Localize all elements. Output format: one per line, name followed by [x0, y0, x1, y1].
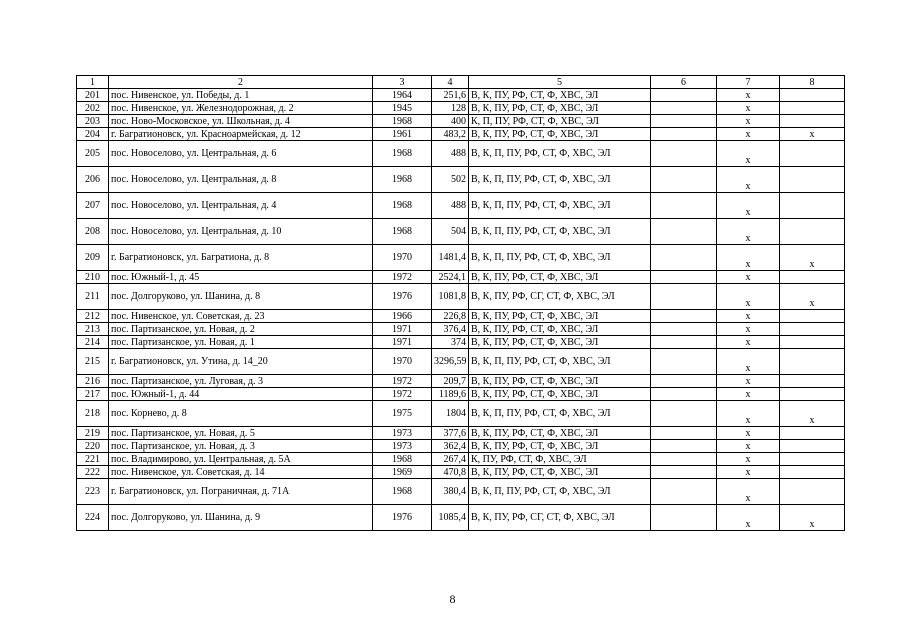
year-cell: 1975 — [373, 401, 432, 427]
column-7-mark: x — [717, 245, 780, 271]
address-cell: пос. Новоселово, ул. Центральная, д. 8 — [109, 167, 373, 193]
table-row — [77, 193, 845, 219]
area-cell: 209,7 — [432, 375, 469, 388]
column-8-mark — [780, 375, 845, 388]
utilities-cell: В, К, ПУ, РФ, СТ, Ф, ХВС, ЭЛ — [469, 466, 651, 479]
address-cell: г. Багратионовск, ул. Багратиона, д. 8 — [109, 245, 373, 271]
address-cell: пос. Новоселово, ул. Центральная, д. 6 — [109, 141, 373, 167]
area-cell: 470,8 — [432, 466, 469, 479]
utilities-cell: В, К, ПУ, РФ, СТ, Ф, ХВС, ЭЛ — [469, 427, 651, 440]
column-6-cell — [651, 245, 717, 271]
area-cell: 226,8 — [432, 310, 469, 323]
column-header-2: 2 — [109, 76, 373, 89]
column-7-mark: x — [717, 440, 780, 453]
year-cell: 1968 — [373, 479, 432, 505]
year-cell: 1961 — [373, 128, 432, 141]
column-7-mark: x — [717, 427, 780, 440]
column-7-mark: x — [717, 89, 780, 102]
address-cell: пос. Партизанское, ул. Новая, д. 5 — [109, 427, 373, 440]
address-cell: пос. Партизанское, ул. Новая, д. 1 — [109, 336, 373, 349]
row-number: 207 — [77, 193, 109, 219]
area-cell: 267,4 — [432, 453, 469, 466]
area-cell: 1804 — [432, 401, 469, 427]
address-cell: г. Багратионовск, ул. Красноармейская, д. 12 — [109, 128, 373, 141]
utilities-cell: В, К, П, ПУ, РФ, СТ, Ф, ХВС, ЭЛ — [469, 479, 651, 505]
row-number: 222 — [77, 466, 109, 479]
row-number: 220 — [77, 440, 109, 453]
column-8-mark — [780, 349, 845, 375]
table-row — [77, 167, 845, 193]
area-cell: 374 — [432, 336, 469, 349]
area-cell: 502 — [432, 167, 469, 193]
table-row — [77, 336, 845, 349]
column-7-mark: x — [717, 505, 780, 531]
column-8-mark — [780, 479, 845, 505]
row-number: 217 — [77, 388, 109, 401]
year-cell: 1976 — [373, 505, 432, 531]
utilities-cell: К, ПУ, РФ, СТ, Ф, ХВС, ЭЛ — [469, 453, 651, 466]
column-7-mark: x — [717, 479, 780, 505]
column-6-cell — [651, 375, 717, 388]
area-cell: 380,4 — [432, 479, 469, 505]
column-8-mark — [780, 219, 845, 245]
table-row — [77, 141, 845, 167]
area-cell: 128 — [432, 102, 469, 115]
row-number: 212 — [77, 310, 109, 323]
column-header-1: 1 — [77, 76, 109, 89]
table-row — [77, 310, 845, 323]
row-number: 205 — [77, 141, 109, 167]
year-cell: 1964 — [373, 89, 432, 102]
table-row — [77, 102, 845, 115]
column-8-mark — [780, 427, 845, 440]
row-number: 201 — [77, 89, 109, 102]
area-cell: 488 — [432, 193, 469, 219]
column-8-mark — [780, 466, 845, 479]
row-number: 224 — [77, 505, 109, 531]
area-cell: 1085,4 — [432, 505, 469, 531]
table-row — [77, 440, 845, 453]
row-number: 223 — [77, 479, 109, 505]
row-number: 214 — [77, 336, 109, 349]
utilities-cell: В, К, П, ПУ, РФ, СТ, Ф, ХВС, ЭЛ — [469, 141, 651, 167]
column-7-mark: x — [717, 375, 780, 388]
table-row — [77, 479, 845, 505]
table-row — [77, 128, 845, 141]
column-7-mark: x — [717, 193, 780, 219]
row-number: 206 — [77, 167, 109, 193]
column-8-mark — [780, 453, 845, 466]
address-cell: пос. Нивенское, ул. Победы, д. 1 — [109, 89, 373, 102]
column-7-mark: x — [717, 388, 780, 401]
area-cell: 362,4 — [432, 440, 469, 453]
table-row — [77, 505, 845, 531]
year-cell: 1973 — [373, 440, 432, 453]
column-6-cell — [651, 167, 717, 193]
column-8-mark — [780, 336, 845, 349]
column-7-mark: x — [717, 453, 780, 466]
utilities-cell: В, К, ПУ, РФ, СТ, Ф, ХВС, ЭЛ — [469, 128, 651, 141]
address-cell: пос. Новоселово, ул. Центральная, д. 10 — [109, 219, 373, 245]
year-cell: 1968 — [373, 115, 432, 128]
column-8-mark — [780, 167, 845, 193]
housing-table — [76, 75, 845, 531]
column-8-mark — [780, 440, 845, 453]
column-header-3: 3 — [373, 76, 432, 89]
column-6-cell — [651, 401, 717, 427]
row-number: 204 — [77, 128, 109, 141]
year-cell: 1968 — [373, 193, 432, 219]
row-number: 202 — [77, 102, 109, 115]
address-cell: пос. Южный-1, д. 45 — [109, 271, 373, 284]
year-cell: 1968 — [373, 219, 432, 245]
year-cell: 1968 — [373, 453, 432, 466]
column-7-mark: x — [717, 115, 780, 128]
address-cell: пос. Новоселово, ул. Центральная, д. 4 — [109, 193, 373, 219]
column-6-cell — [651, 102, 717, 115]
column-6-cell — [651, 466, 717, 479]
column-8-mark — [780, 141, 845, 167]
column-8-mark — [780, 193, 845, 219]
address-cell: г. Багратионовск, ул. Пограничная, д. 71А — [109, 479, 373, 505]
column-7-mark: x — [717, 336, 780, 349]
column-6-cell — [651, 323, 717, 336]
column-6-cell — [651, 336, 717, 349]
table-row — [77, 323, 845, 336]
address-cell: пос. Владимирово, ул. Центральная, д. 5А — [109, 453, 373, 466]
table-row — [77, 115, 845, 128]
table-row — [77, 453, 845, 466]
utilities-cell: В, К, ПУ, РФ, СГ, СТ, Ф, ХВС, ЭЛ — [469, 505, 651, 531]
row-number: 203 — [77, 115, 109, 128]
column-7-mark: x — [717, 323, 780, 336]
table-row — [77, 271, 845, 284]
column-8-mark: x — [780, 245, 845, 271]
table-row — [77, 401, 845, 427]
column-header-4: 4 — [432, 76, 469, 89]
address-cell: пос. Партизанское, ул. Новая, д. 3 — [109, 440, 373, 453]
row-number: 219 — [77, 427, 109, 440]
column-8-mark: x — [780, 505, 845, 531]
table-row — [77, 349, 845, 375]
area-cell: 488 — [432, 141, 469, 167]
column-header-5: 5 — [469, 76, 651, 89]
column-7-mark: x — [717, 310, 780, 323]
year-cell: 1972 — [373, 375, 432, 388]
column-6-cell — [651, 271, 717, 284]
column-7-mark: x — [717, 401, 780, 427]
column-8-mark: x — [780, 284, 845, 310]
utilities-cell: В, К, ПУ, РФ, СТ, Ф, ХВС, ЭЛ — [469, 440, 651, 453]
utilities-cell: В, К, ПУ, РФ, СТ, Ф, ХВС, ЭЛ — [469, 375, 651, 388]
column-6-cell — [651, 193, 717, 219]
year-cell: 1966 — [373, 310, 432, 323]
table-row — [77, 89, 845, 102]
utilities-cell: В, К, П, ПУ, РФ, СТ, Ф, ХВС, ЭЛ — [469, 167, 651, 193]
column-7-mark: x — [717, 349, 780, 375]
year-cell: 1973 — [373, 427, 432, 440]
area-cell: 1481,4 — [432, 245, 469, 271]
year-cell: 1971 — [373, 336, 432, 349]
table-row — [77, 284, 845, 310]
year-cell: 1976 — [373, 284, 432, 310]
row-number: 210 — [77, 271, 109, 284]
column-header-7: 7 — [717, 76, 780, 89]
year-cell: 1945 — [373, 102, 432, 115]
utilities-cell: В, К, ПУ, РФ, СГ, СТ, Ф, ХВС, ЭЛ — [469, 284, 651, 310]
year-cell: 1969 — [373, 466, 432, 479]
column-7-mark: x — [717, 219, 780, 245]
column-7-mark: x — [717, 102, 780, 115]
column-7-mark: x — [717, 141, 780, 167]
year-cell: 1971 — [373, 323, 432, 336]
utilities-cell: В, К, П, ПУ, РФ, СТ, Ф, ХВС, ЭЛ — [469, 349, 651, 375]
address-cell: пос. Долгоруково, ул. Шанина, д. 9 — [109, 505, 373, 531]
utilities-cell: В, К, ПУ, РФ, СТ, Ф, ХВС, ЭЛ — [469, 388, 651, 401]
column-6-cell — [651, 310, 717, 323]
area-cell: 376,4 — [432, 323, 469, 336]
table-row — [77, 245, 845, 271]
column-8-mark — [780, 388, 845, 401]
table-row — [77, 219, 845, 245]
table-row — [77, 388, 845, 401]
column-8-mark — [780, 89, 845, 102]
address-cell: пос. Нивенское, ул. Советская, д. 23 — [109, 310, 373, 323]
utilities-cell: В, К, П, ПУ, РФ, СТ, Ф, ХВС, ЭЛ — [469, 193, 651, 219]
area-cell: 1189,6 — [432, 388, 469, 401]
column-8-mark — [780, 323, 845, 336]
year-cell: 1968 — [373, 167, 432, 193]
area-cell: 251,6 — [432, 89, 469, 102]
year-cell: 1972 — [373, 271, 432, 284]
column-6-cell — [651, 388, 717, 401]
column-6-cell — [651, 141, 717, 167]
area-cell: 483,2 — [432, 128, 469, 141]
column-8-mark: x — [780, 401, 845, 427]
column-6-cell — [651, 128, 717, 141]
year-cell: 1972 — [373, 388, 432, 401]
utilities-cell: В, К, ПУ, РФ, СТ, Ф, ХВС, ЭЛ — [469, 89, 651, 102]
table-header-row — [77, 76, 845, 89]
column-6-cell — [651, 115, 717, 128]
utilities-cell: В, К, ПУ, РФ, СТ, Ф, ХВС, ЭЛ — [469, 102, 651, 115]
column-6-cell — [651, 440, 717, 453]
row-number: 221 — [77, 453, 109, 466]
address-cell: пос. Ново-Московское, ул. Школьная, д. 4 — [109, 115, 373, 128]
column-7-mark: x — [717, 271, 780, 284]
utilities-cell: В, К, П, ПУ, РФ, СТ, Ф, ХВС, ЭЛ — [469, 219, 651, 245]
utilities-cell: В, К, П, ПУ, РФ, СТ, Ф, ХВС, ЭЛ — [469, 245, 651, 271]
area-cell: 400 — [432, 115, 469, 128]
row-number: 215 — [77, 349, 109, 375]
utilities-cell: В, К, П, ПУ, РФ, СТ, Ф, ХВС, ЭЛ — [469, 401, 651, 427]
column-6-cell — [651, 505, 717, 531]
utilities-cell: В, К, ПУ, РФ, СТ, Ф, ХВС, ЭЛ — [469, 323, 651, 336]
column-6-cell — [651, 284, 717, 310]
address-cell: пос. Нивенское, ул. Железнодорожная, д. 2 — [109, 102, 373, 115]
utilities-cell: В, К, ПУ, РФ, СТ, Ф, ХВС, ЭЛ — [469, 336, 651, 349]
page-number: 8 — [449, 592, 456, 606]
table-body — [77, 89, 845, 531]
area-cell: 2524,1 — [432, 271, 469, 284]
column-8-mark — [780, 310, 845, 323]
area-cell: 504 — [432, 219, 469, 245]
column-header-6: 6 — [651, 76, 717, 89]
area-cell: 377,6 — [432, 427, 469, 440]
row-number: 208 — [77, 219, 109, 245]
column-header-8: 8 — [780, 76, 845, 89]
table-row — [77, 427, 845, 440]
address-cell: пос. Корнево, д. 8 — [109, 401, 373, 427]
column-6-cell — [651, 479, 717, 505]
column-6-cell — [651, 349, 717, 375]
utilities-cell: В, К, ПУ, РФ, СТ, Ф, ХВС, ЭЛ — [469, 271, 651, 284]
column-7-mark: x — [717, 167, 780, 193]
column-6-cell — [651, 89, 717, 102]
row-number: 216 — [77, 375, 109, 388]
table-row — [77, 375, 845, 388]
address-cell: пос. Партизанское, ул. Новая, д. 2 — [109, 323, 373, 336]
year-cell: 1970 — [373, 349, 432, 375]
area-cell: 3296,59 — [432, 349, 469, 375]
row-number: 211 — [77, 284, 109, 310]
utilities-cell: В, К, ПУ, РФ, СТ, Ф, ХВС, ЭЛ — [469, 310, 651, 323]
year-cell: 1968 — [373, 141, 432, 167]
column-7-mark: x — [717, 466, 780, 479]
area-cell: 1081,8 — [432, 284, 469, 310]
table-row — [77, 466, 845, 479]
column-7-mark: x — [717, 284, 780, 310]
column-8-mark: x — [780, 128, 845, 141]
address-cell: пос. Нивенское, ул. Советская, д. 14 — [109, 466, 373, 479]
column-6-cell — [651, 219, 717, 245]
column-8-mark — [780, 102, 845, 115]
row-number: 213 — [77, 323, 109, 336]
address-cell: г. Багратионовск, ул. Утина, д. 14_20 — [109, 349, 373, 375]
column-8-mark — [780, 271, 845, 284]
row-number: 218 — [77, 401, 109, 427]
row-number: 209 — [77, 245, 109, 271]
column-7-mark: x — [717, 128, 780, 141]
column-8-mark — [780, 115, 845, 128]
address-cell: пос. Долгоруково, ул. Шанина, д. 8 — [109, 284, 373, 310]
address-cell: пос. Южный-1, д. 44 — [109, 388, 373, 401]
column-6-cell — [651, 453, 717, 466]
utilities-cell: К, П, ПУ, РФ, СТ, Ф, ХВС, ЭЛ — [469, 115, 651, 128]
address-cell: пос. Партизанское, ул. Луговая, д. 3 — [109, 375, 373, 388]
year-cell: 1970 — [373, 245, 432, 271]
column-6-cell — [651, 427, 717, 440]
